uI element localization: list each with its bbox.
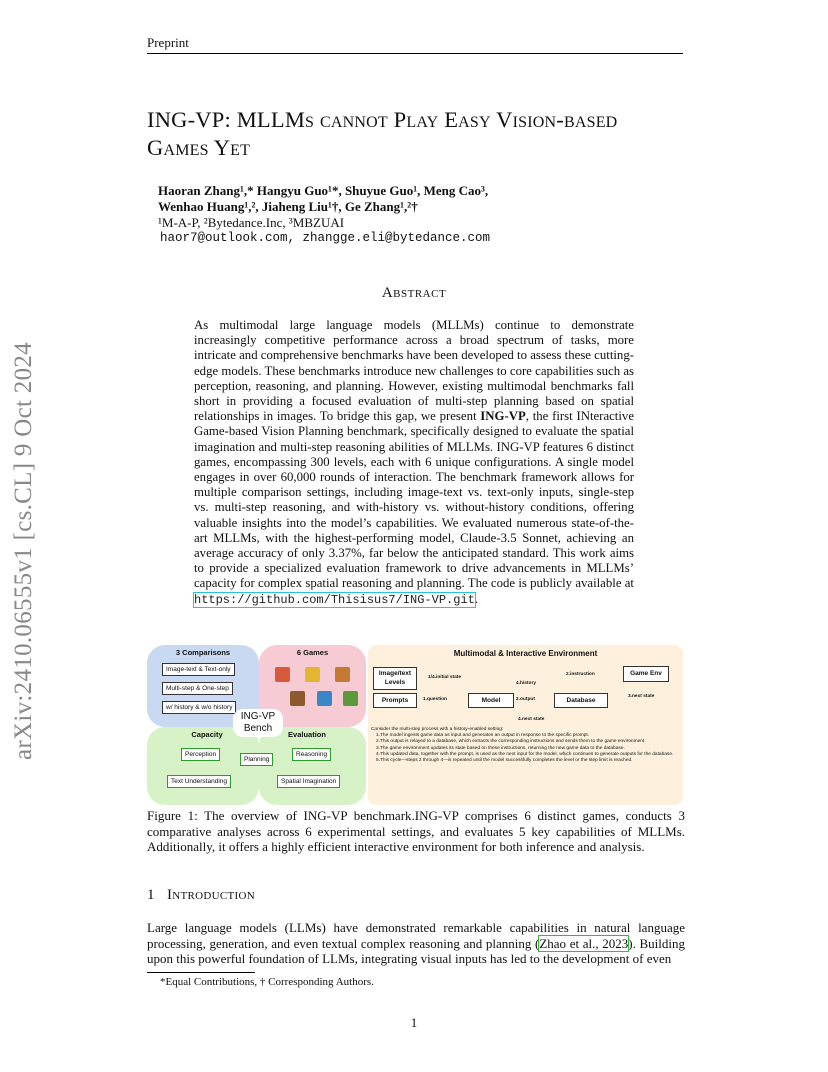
comparison-item-3: w/ history & w/o history — [162, 701, 236, 714]
env-gameenv-box: Game Env — [623, 666, 669, 682]
intro-text-1: Large language models (LLMs) have demonstrated remarkable capabilities in natural language processing, generation, and even textual complex reasoning and planning ( — [147, 920, 685, 951]
abstract-end: . — [474, 591, 479, 606]
env-database-box: Database — [554, 693, 608, 708]
arxiv-sidebar-id: arXiv:2410.06555v1 [cs.CL] 9 Oct 2024 — [10, 342, 37, 760]
abstract-text-2: , the first INteractive Game-based Vision Planning benchmark, specifically designed to evaluate the spatial imagination and multi-step reasoning abilities of MLLMs. ING-VP features 6 distinct games, encompassing 300 levels, each with 6 unique configurations. A single model engages in over 60,000 rounds of interaction. The benchmark framework allows for multiple comparison settings, including image-text vs. text-only inputs, single-step vs. multi-step reasoning, and with-history vs. without-history conditions, offering valuable insights into the model’s capabilities. We evaluated numerous state-of-the-art MLLMs, with the highest-performing model, Claude-3.5 Sonnet, achieving an average accuracy of only 3.37%, far below the anticipated standard. This work aims to provide a specialized evaluation framework to drive advancements in MLLMs’ capacity for complex spatial reasoning and planning. The code is publicly available at — [194, 409, 634, 591]
env-step-5: 5.This cycle—steps 2 through 4—is repeated until the model successfully completes the level or the step limit is reached. — [376, 758, 633, 764]
bench-center-label — [233, 709, 283, 737]
author-list — [158, 183, 488, 215]
env-model-box: Model — [468, 693, 514, 708]
game-6-icon — [343, 691, 358, 706]
evaluation-item-spatial: Spatial Imagination — [277, 775, 340, 788]
env-step-1: 1.The model ingests game data as input and generates an output in response to the specific prompt. — [376, 733, 590, 739]
intro-text-2: ). Building upon this powerful foundation of LLMs, integrating visual inputs has led to the development of even — [147, 935, 685, 966]
games-title: 6 Games — [296, 648, 329, 657]
game-1-icon — [275, 667, 290, 682]
authors-line2: Wenhao Huang¹,², Jiaheng Liu¹†, Ge Zhang¹,²† — [158, 199, 418, 214]
footnote-rule — [147, 972, 255, 973]
title-line2: Games Yet — [147, 135, 251, 160]
affiliations: ¹M-A-P, ²Bytedance.Inc, ³MBZUAI — [158, 215, 345, 230]
intro-paragraph — [147, 920, 685, 967]
env-arrow-initial: 1/4.initial state — [428, 675, 462, 680]
comparison-item-1: Image-text & Text-only — [162, 663, 235, 676]
title-line1-a: ING-VP: MLLM — [147, 107, 306, 132]
bench-label-2: Bench — [243, 723, 273, 734]
running-head: Preprint — [147, 35, 189, 50]
authors-line1: Haoran Zhang¹,* Hangyu Guo¹*, Shuyue Guo¹, Meng Cao³, — [158, 183, 489, 198]
section-number: 1 — [147, 887, 155, 903]
evaluation-title: Evaluation — [288, 730, 326, 739]
code-link[interactable]: https://github.com/Thisisus7/ING-VP.git — [194, 592, 475, 607]
citation-link[interactable]: Zhao et al., 2023 — [539, 935, 629, 951]
game-3-icon — [335, 667, 350, 682]
game-2-icon — [305, 667, 320, 682]
game-5-icon — [317, 691, 332, 706]
comparisons-title: 3 Comparisons — [175, 648, 231, 657]
env-steps-list — [371, 727, 681, 764]
figure-caption: Figure 1: The overview of ING-VP benchmark.ING-VP comprises 6 distinct games, conducts 3 comparative analyses across 6 experimental settings, and evaluates 5 key capabilities of MLLMs. Additionally, it offers a highly efficient interactive environment for both inference and analysis. — [147, 808, 685, 854]
title-line1-b: s cannot Play Easy Vision-based — [305, 107, 618, 132]
abstract-body — [194, 318, 634, 608]
game-4-icon — [290, 691, 305, 706]
env-arrow-output: 2.output — [516, 697, 535, 702]
capacity-title: Capacity — [191, 730, 223, 739]
capacity-item-perception: Perception — [181, 748, 220, 761]
comparison-item-2: Multi-step & One-step — [162, 682, 233, 695]
env-arrow-question: 1.question — [423, 697, 447, 702]
author-emails: haor7@outlook.com, zhangge.eli@bytedance.com — [160, 231, 491, 245]
env-arrow-history: 4.history — [516, 681, 536, 686]
env-title: Multimodal & Interactive Environment — [453, 649, 598, 658]
paper-title — [147, 106, 707, 162]
env-prompts-box: Prompts — [373, 693, 417, 708]
environment-panel — [368, 645, 683, 805]
env-step-4: 4.This updated data, together with the prompt, is used as the next input for the model, which continues to generate outputs for the database. — [376, 751, 674, 757]
capacity-item-planning: Planning — [240, 753, 273, 766]
abstract-bench-name: ING-VP — [480, 409, 526, 424]
env-arrow-next-bottom: 4.next state — [518, 717, 545, 722]
footnote: *Equal Contributions, † Corresponding Authors. — [160, 976, 374, 988]
evaluation-item-reasoning: Reasoning — [292, 748, 331, 761]
capacity-item-text-understanding: Text Understanding — [167, 775, 231, 788]
abstract-heading: Abstract — [381, 285, 447, 301]
abstract-text-1: As multimodal large language models (MLLMs) continue to demonstrate increasingly competitive performance across a broad spectrum of tasks, more intricate and comprehensive benchmarks have been developed to assess these cutting-edge models. These benchmarks introduce new challenges to core capabilities such as perception, reasoning, and planning. However, existing multimodal benchmarks fall short in providing a focused evaluation of multi-step planning based on spatial relationships in images. To bridge this gap, we present — [194, 318, 634, 424]
env-steps-intro: Consider the multi-step process with a history-enabled setting: — [371, 727, 504, 732]
bench-label-1: ING-VP — [240, 711, 276, 722]
figure-1 — [147, 645, 683, 805]
section-title: Introduction — [166, 887, 256, 903]
env-arrow-instruction: 2.instruction — [566, 672, 595, 677]
env-step-3: 3.The game environment updates its state based on these instructions, returning the new game data to the database. — [376, 745, 625, 751]
env-levels-box: Image/text Levels — [373, 667, 417, 690]
section-heading — [147, 887, 255, 904]
page-number: 1 — [410, 1015, 418, 1030]
env-arrow-next-right: 3.next state — [628, 694, 655, 699]
env-step-2: 2.This output is relayed to a database, which extracts the corresponding instructions and sends them to the game environment. — [376, 739, 646, 745]
header-rule — [147, 53, 683, 54]
